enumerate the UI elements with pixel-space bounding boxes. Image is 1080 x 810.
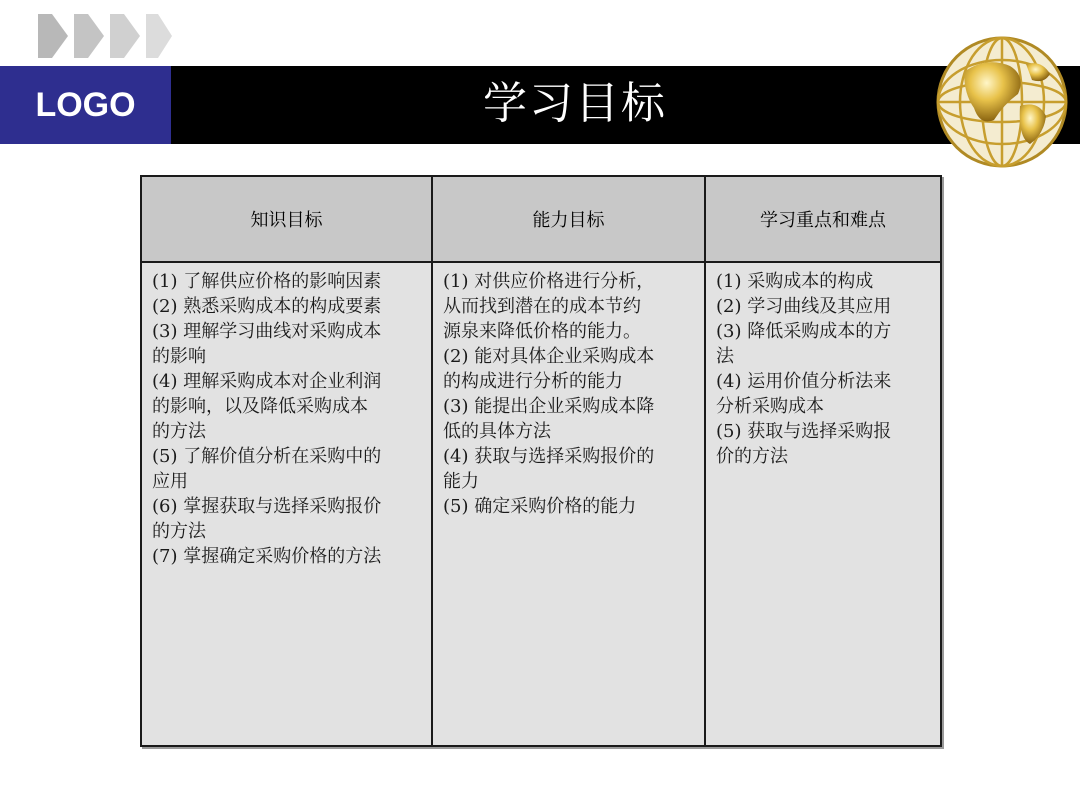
list-item: (5) 获取与选择采购报 bbox=[716, 421, 892, 442]
list-item: 法 bbox=[716, 346, 734, 367]
list-item: 分析采购成本 bbox=[716, 396, 824, 417]
list-item: 的构成进行分析的能力 bbox=[443, 371, 623, 392]
list-item: (4) 运用价值分析法来 bbox=[716, 371, 892, 392]
list-item: (5) 确定采购价格的能力 bbox=[443, 496, 637, 517]
chevron-icon bbox=[74, 14, 104, 58]
list-item: (3) 能提出企业采购成本降 bbox=[443, 396, 655, 417]
list-item: 的方法 bbox=[152, 521, 206, 542]
knowledge-goals-cell bbox=[142, 262, 432, 745]
list-item: (5) 了解价值分析在采购中的 bbox=[152, 446, 382, 467]
list-item: (3) 降低采购成本的方 bbox=[716, 321, 892, 342]
list-item: (2) 熟悉采购成本的构成要素 bbox=[152, 296, 382, 317]
chevron-icon bbox=[38, 14, 68, 58]
page-title: 学习目标 bbox=[483, 78, 667, 129]
header-knowledge-goals: 知识目标 bbox=[142, 177, 432, 262]
list-item: 的影响 bbox=[152, 346, 206, 367]
list-item: 的方法 bbox=[152, 421, 206, 442]
key-points-cell bbox=[705, 262, 940, 745]
list-item: (1) 了解供应价格的影响因素 bbox=[152, 271, 382, 292]
list-item: 从而找到潜在的成本节约 bbox=[443, 296, 641, 317]
list-item: 应用 bbox=[152, 471, 188, 492]
list-item: (1) 对供应价格进行分析， bbox=[443, 271, 655, 292]
gold-globe-icon bbox=[934, 34, 1070, 170]
list-item: (4) 理解采购成本对企业利润 bbox=[152, 371, 382, 392]
list-item: (6) 掌握获取与选择采购报价 bbox=[152, 496, 382, 517]
list-item: (2) 学习曲线及其应用 bbox=[716, 296, 892, 317]
objectives-table bbox=[140, 175, 942, 747]
list-item: (3) 理解学习曲线对采购成本 bbox=[152, 321, 382, 342]
chevron-icon bbox=[146, 14, 172, 58]
list-item: (4) 获取与选择采购报价的 bbox=[443, 446, 655, 467]
header-ability-goals: 能力目标 bbox=[432, 177, 705, 262]
ability-goals-cell bbox=[432, 262, 705, 745]
chevron-icon bbox=[110, 14, 140, 58]
header-key-points: 学习重点和难点 bbox=[705, 177, 940, 262]
list-item: 低的具体方法 bbox=[443, 421, 551, 442]
list-item: 能力 bbox=[443, 471, 479, 492]
logo: LOGO bbox=[0, 66, 171, 144]
list-item: (1) 采购成本的构成 bbox=[716, 271, 874, 292]
list-item: 的影响，以及降低采购成本 bbox=[152, 396, 368, 417]
chevron-right-icon bbox=[38, 14, 178, 58]
list-item: 价的方法 bbox=[716, 446, 788, 467]
list-item: 源泉来降低价格的能力。 bbox=[443, 321, 641, 342]
list-item: (2) 能对具体企业采购成本 bbox=[443, 346, 655, 367]
list-item: (7) 掌握确定采购价格的方法 bbox=[152, 546, 382, 567]
